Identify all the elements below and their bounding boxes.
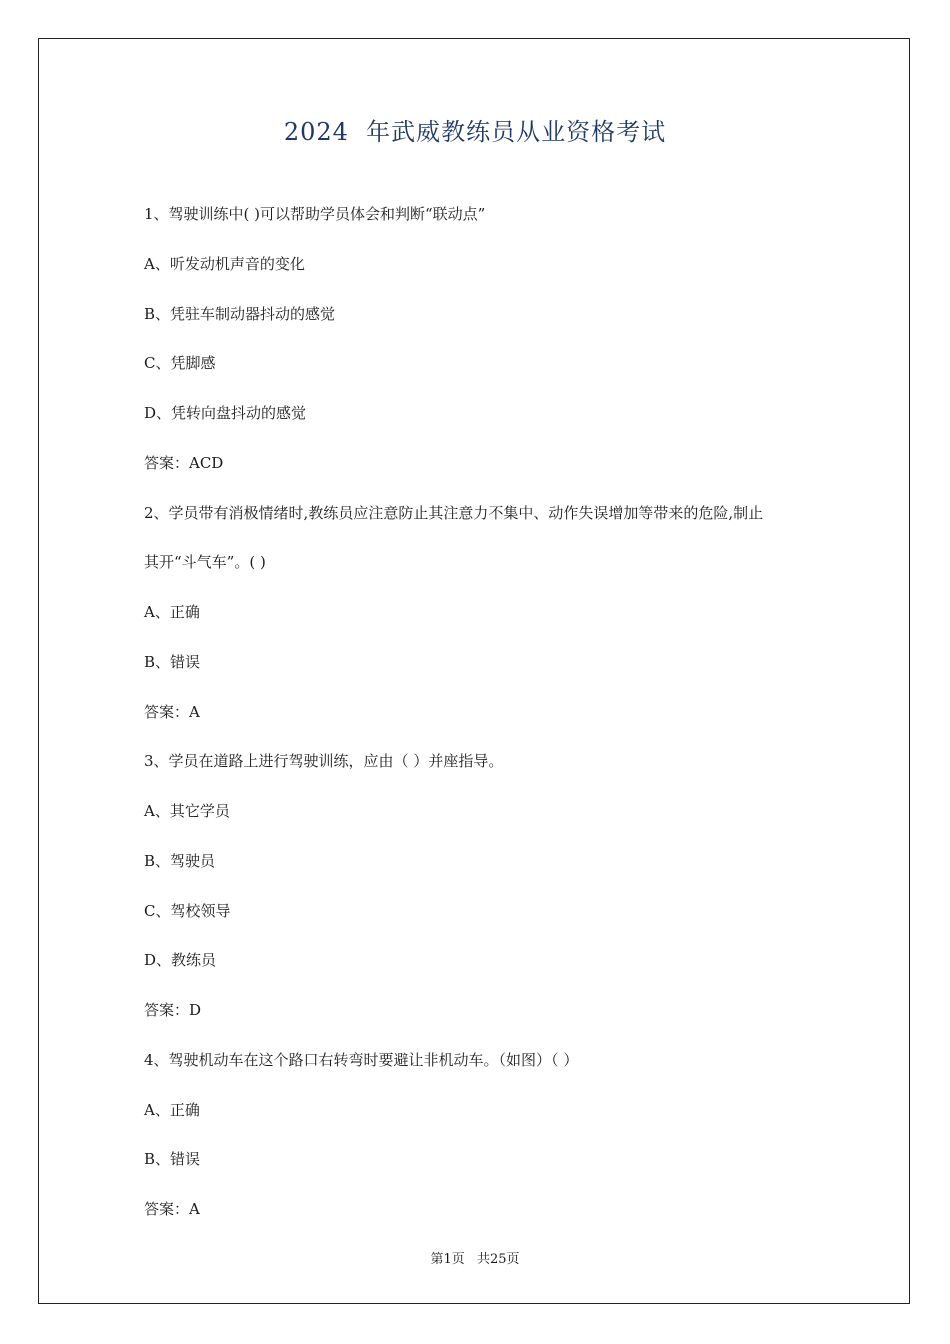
option-b: B、错误: [144, 1150, 201, 1168]
page-total: 共25页: [476, 1252, 520, 1267]
page-number: 第1页: [430, 1252, 465, 1267]
option-a: A、正确: [144, 603, 200, 621]
answer: 答案：A: [144, 1200, 200, 1218]
option-a: A、其它学员: [144, 802, 230, 820]
answer: 答案：A: [144, 703, 200, 721]
page-footer: [0, 1248, 950, 1267]
question-stem: 3、学员在道路上进行驾驶训练，应由（ ）并座指导。: [144, 752, 504, 770]
option-c: C、驾校领导: [144, 902, 231, 920]
option-d: D、凭转向盘抖动的感觉: [144, 404, 307, 422]
question-stem: 1、驾驶训练中( )可以帮助学员体会和判断“联动点”: [144, 205, 486, 223]
question-stem: 2、学员带有消极情绪时,教练员应注意防止其注意力不集中、动作失误增加等带来的危险,制止: [144, 504, 764, 522]
answer: 答案：D: [144, 1001, 202, 1019]
question-stem-continued: 其开“斗气车”。( ): [144, 553, 266, 571]
option-c: C、凭脚感: [144, 354, 216, 372]
option-a: A、听发动机声音的变化: [144, 255, 305, 273]
option-a: A、正确: [144, 1101, 200, 1119]
question-stem: 4、驾驶机动车在这个路口右转弯时要避让非机动车。（如图）（ ）: [144, 1051, 579, 1069]
option-d: D、教练员: [144, 951, 217, 969]
option-b: B、驾驶员: [144, 852, 216, 870]
option-b: B、错误: [144, 653, 201, 671]
document-title: 2024 年武威教练员从业资格考试: [283, 118, 667, 146]
option-b: B、凭驻车制动器抖动的感觉: [144, 305, 336, 323]
answer: 答案：ACD: [144, 454, 224, 472]
